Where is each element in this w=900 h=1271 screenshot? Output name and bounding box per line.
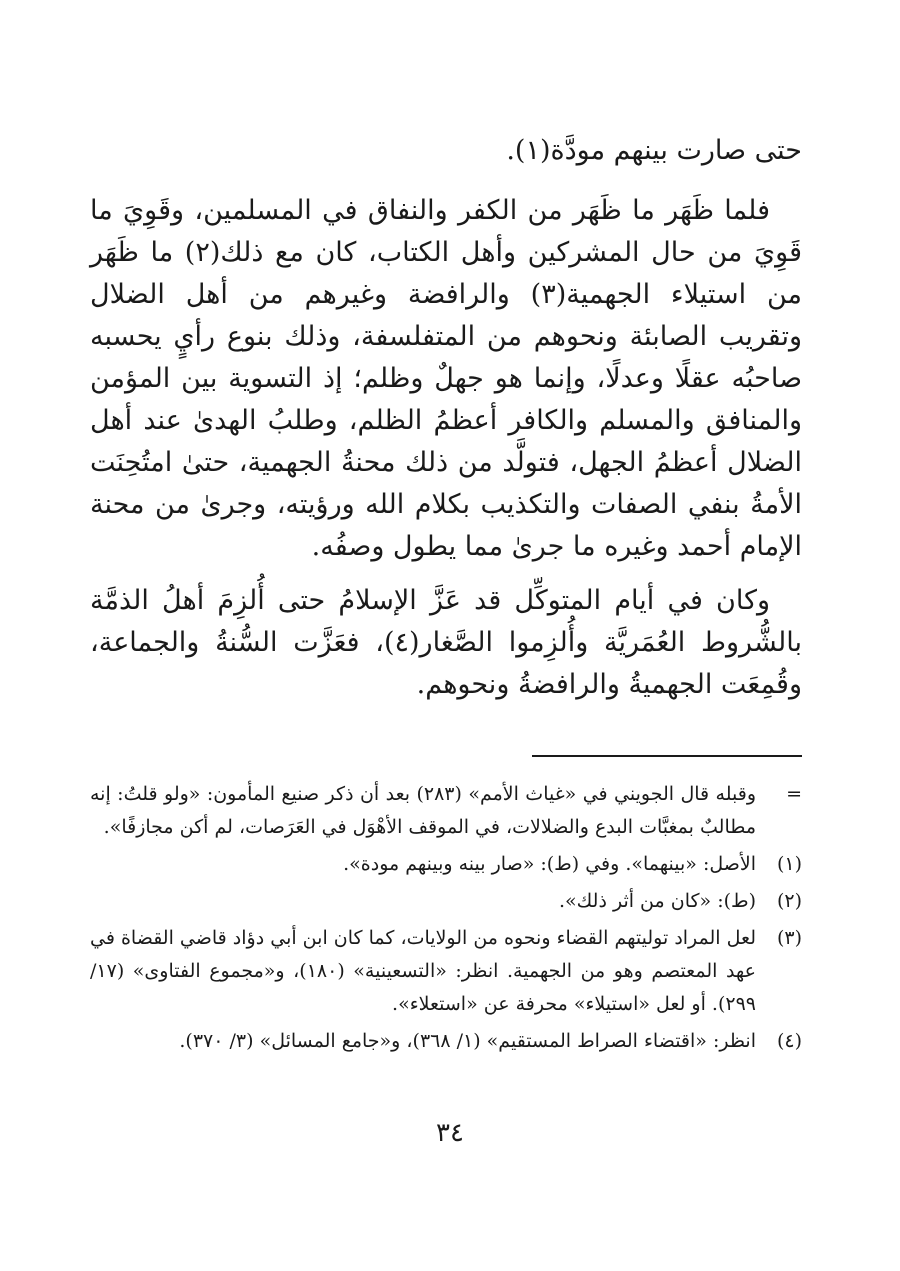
- footnote-number: (٢): [776, 890, 802, 912]
- footnote-continuation: [90, 778, 802, 844]
- footnote-text: لعل المراد توليتهم القضاء ونحوه من الولايات، كما كان ابن أبي دؤاد قاضي القضاة في عهد المعتصم وهو من الجهمية. انظر: «التسعينية» (١٨٠)، و«مجموع الفتاوى» (١٧/ ٢٩٩). أو لعل «استيلاء» محرفة عن «استعلاء».: [90, 927, 757, 1015]
- footnote-text: انظر: «اقتضاء الصراط المستقيم» (١/ ٣٦٨)، و«جامع المسائل» (٣/ ٣٧٠).: [179, 1030, 756, 1052]
- main-paragraph-1: حتى صارت بينهم مودَّة(١).: [506, 135, 802, 166]
- main-text: [90, 130, 802, 718]
- continuation-text: وقبله قال الجويني في «غياث الأمم» (٢٨٣) بعد أن ذكر صنيع المأمون: «ولو قلتُ: إنه مطالبٌ بمغبَّات البدع والضلالات، في الموقف الأهْوَل في العَرَصات، لم أكن مجازفًا».: [90, 783, 756, 838]
- main-paragraph-3: وكان في أيام المتوكِّل قد عَزَّ الإسلامُ حتى أُلزِمَ أهلُ الذمَّة بالشُّروط العُمَريَّة وأُلزِموا الصَّغار(٤)، فعَزَّت السُّنةُ والجماعة، وقُمِعَت الجهميةُ والرافضةُ ونحوهم.: [90, 585, 802, 700]
- footnote-separator: [532, 755, 802, 757]
- footnotes: [90, 778, 802, 1062]
- footnote-text: (ط): «كان من أثر ذلك».: [559, 890, 756, 912]
- main-paragraph-2: فلما ظَهَر ما ظَهَر من الكفر والنفاق في المسلمين، وقَوِيَ ما قَوِيَ من حال المشركين وأهل الكتاب، كان مع ذلك(٢) ما ظَهَر من استيلاء الجهمية(٣) والرافضة وغيرهم من أهل الضلال وتقريب الصابئة ونحوهم من المتفلسفة، وذلك بنوع رأيٍ يحسبه صاحبُه عقلًا وعدلًا، وإنما هو جهلٌ وظلم؛ إذ التسوية بين المؤمن والمنافق والمسلم والكافر أعظمُ الظلم، وطلبُ الهدىٰ عند أهل الضلال أعظمُ الجهل، فتولَّد من ذلك محنةُ الجهمية، حتىٰ امتُحِنَت الأمةُ بنفي الصفات والتكذيب بكلام الله ورؤيته، وجرىٰ من محنة الإمام أحمد وغيره ما جرىٰ مما يطول وصفُه.: [90, 195, 802, 562]
- footnote-2: [90, 885, 802, 918]
- footnote-number: (٣): [776, 927, 802, 949]
- footnote-1: [90, 848, 802, 881]
- footnote-text: الأصل: «بينهما». وفي (ط): «صار بينه وبينهم مودة».: [343, 853, 756, 875]
- footnote-number: (١): [776, 853, 802, 875]
- continuation-marker: =: [786, 783, 802, 805]
- footnote-number: (٤): [776, 1030, 802, 1052]
- page-number: ٣٤: [436, 1118, 464, 1148]
- footnote-3: [90, 922, 802, 1021]
- footnote-4: [90, 1025, 802, 1058]
